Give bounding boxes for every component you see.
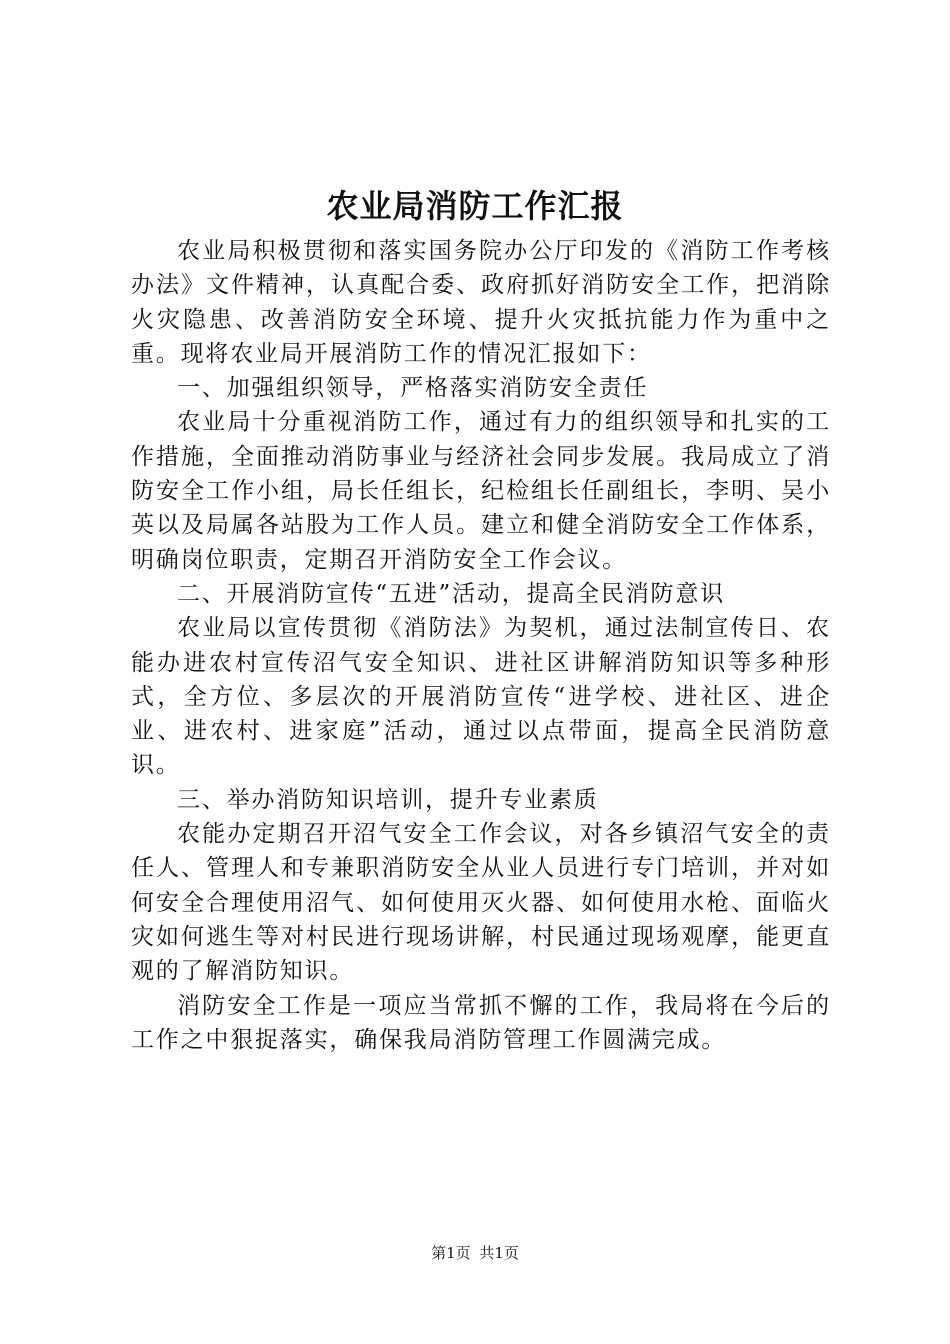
section-heading-1: 一、加强组织领导，严格落实消防安全责任 [177,375,649,402]
section-heading-2: 二、开展消防宣传“五进”活动，提高全民消防意识 [177,580,725,607]
page-number: 第1页 [431,1244,471,1262]
section-2-paragraph: 农业局以宣传贯彻《消防法》为契机，通过法制宣传日、农能办进农村宣传沼气安全知识、进社区讲解消防知识等多种形式，全方位、多层次的开展消防宣传“进学校、进社区、进企业、进农村、进家庭”活动，通过以点带面，提高全民消防意识。 [131,615,831,779]
section-3-paragraph: 农能办定期召开沼气安全工作会议，对各乡镇沼气安全的责任人、管理人和专兼职消防安全从业人员进行专门培训，并对如何安全合理使用沼气、如何使用灭火器、如何使用水枪、面临火灾如何逃生等对村民进行现场讲解，村民通过现场观摩，能更直观的了解消防知识。 [131,821,831,985]
document-title: 农业局消防工作汇报 [326,187,624,225]
section-heading-3: 三、举办消防知识培训，提升专业素质 [177,786,599,813]
section-1-paragraph: 农业局十分重视消防工作，通过有力的组织领导和扎实的工作措施，全面推动消防事业与经济社会同步发展。我局成立了消防安全工作小组，局长任组长，纪检组长任副组长，李明、吴小英以及局属各站股为工作人员。建立和健全消防安全工作体系，明确岗位职责，定期召开消防安全工作会议。 [131,409,831,573]
page-footer [0,1243,950,1263]
document-body [131,234,831,1057]
closing-paragraph: 消防安全工作是一项应当常抓不懈的工作，我局将在今后的工作之中狠捉落实，确保我局消防管理工作圆满完成。 [131,992,831,1053]
intro-paragraph: 农业局积极贯彻和落实国务院办公厅印发的《消防工作考核办法》文件精神，认真配合委、政府抓好消防安全工作，把消除火灾隐患、改善消防安全环境、提升火灾抵抗能力作为重中之重。现将农业局开展消防工作的情况汇报如下： [131,238,831,367]
page-total: 共1页 [479,1244,519,1262]
